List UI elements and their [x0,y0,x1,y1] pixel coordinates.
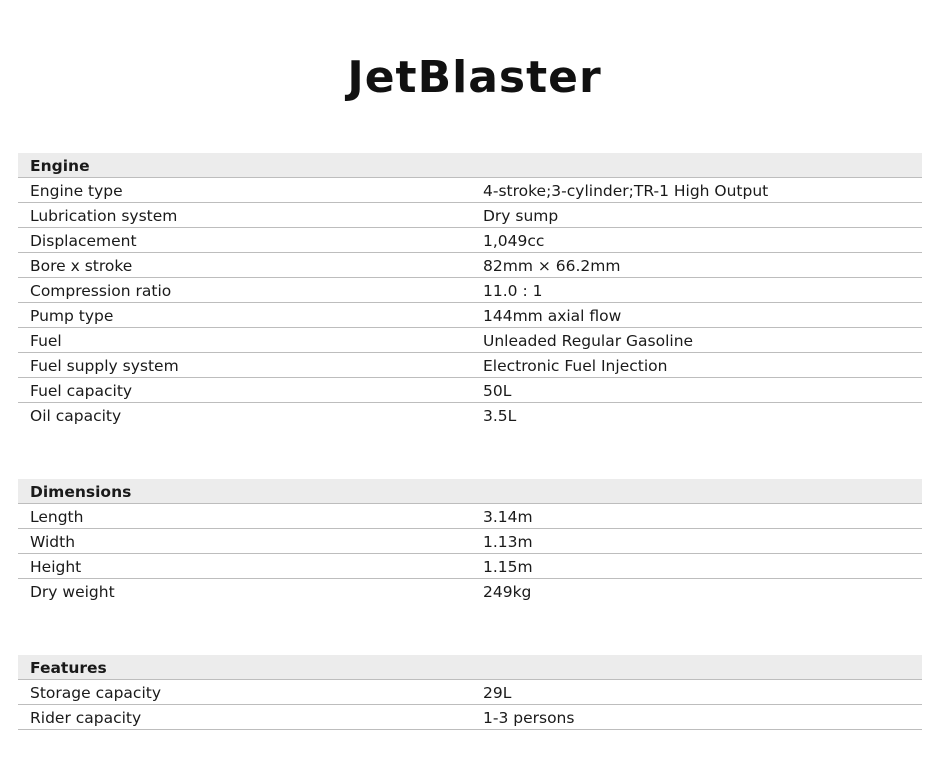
spec-row [18,680,922,705]
spec-value: 1.13m [483,533,533,551]
spec-label: Displacement [30,232,137,250]
spec-row [18,579,922,604]
spec-value: 82mm × 66.2mm [483,257,621,275]
spec-label: Fuel capacity [30,382,133,400]
spec-label: Lubrication system [30,207,178,225]
spec-label: Height [30,558,82,576]
spec-row [18,203,922,228]
spec-label: Oil capacity [30,407,122,425]
spec-label: Engine type [30,182,123,200]
spec-value: 50L [483,382,512,400]
spec-value: 144mm axial flow [483,307,622,325]
spec-row [18,278,922,303]
spec-row [18,403,922,428]
section-heading: Dimensions [18,479,922,504]
spec-value: Dry sump [483,207,559,225]
spec-row [18,529,922,554]
spec-value: 3.5L [483,407,517,425]
spec-row [18,378,922,403]
spec-value: 4-stroke;3-cylinder;TR-1 High Output [483,182,769,200]
spec-row [18,353,922,378]
spec-value: Unleaded Regular Gasoline [483,332,694,350]
engine-section [18,153,922,428]
spec-label: Rider capacity [30,709,142,727]
spec-label: Pump type [30,307,114,325]
spec-value: 11.0 : 1 [483,282,543,300]
spec-row [18,178,922,203]
spec-label: Fuel [30,332,62,350]
spec-value: 1-3 persons [483,709,575,727]
spec-row [18,554,922,579]
page-title: JetBlaster [347,52,602,103]
section-heading: Engine [18,153,922,178]
spec-label: Storage capacity [30,684,162,702]
spec-value: 29L [483,684,512,702]
spec-value: Electronic Fuel Injection [483,357,668,375]
spec-label: Dry weight [30,583,115,601]
spec-value: 1.15m [483,558,533,576]
spec-row [18,228,922,253]
spec-row [18,328,922,353]
spec-row [18,705,922,730]
spec-label: Fuel supply system [30,357,179,375]
spec-row [18,303,922,328]
section-heading: Features [18,655,922,680]
spec-label: Length [30,508,84,526]
spec-value: 3.14m [483,508,533,526]
spec-label: Bore x stroke [30,257,133,275]
features-section [18,655,922,730]
spec-value: 1,049cc [483,232,545,250]
spec-row [18,504,922,529]
spec-label: Width [30,533,76,551]
spec-value: 249kg [483,583,532,601]
dimensions-section [18,479,922,604]
spec-row [18,253,922,278]
spec-label: Compression ratio [30,282,172,300]
